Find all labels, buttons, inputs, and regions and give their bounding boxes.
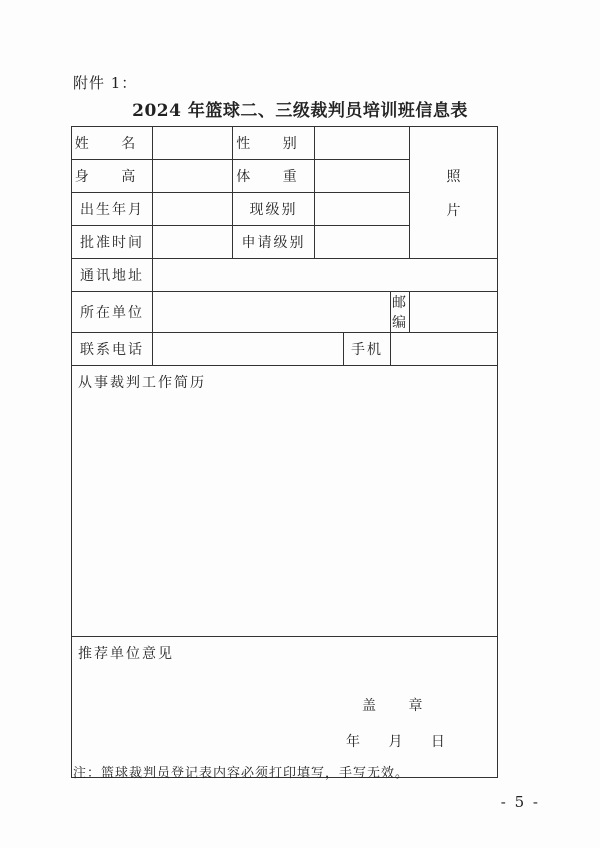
address-field[interactable] (153, 259, 498, 292)
mobile-field[interactable] (391, 333, 498, 366)
photo-label-1: 照 (446, 168, 461, 185)
height-label: 身 高 (72, 160, 153, 193)
registration-form (71, 126, 497, 756)
height-field[interactable] (153, 160, 233, 193)
phone-label: 联系电话 (72, 333, 153, 366)
form-title: 2024 年篮球二、三级裁判员培训班信息表 (132, 101, 468, 121)
approval-time-label: 批准时间 (72, 226, 153, 259)
career-label: 从事裁判工作简历 (78, 375, 206, 391)
name-label: 姓 名 (72, 127, 153, 160)
photo-box[interactable] (410, 127, 498, 259)
name-field[interactable] (153, 127, 233, 160)
date-year: 年 (346, 734, 360, 750)
weight-label: 体 重 (233, 160, 315, 193)
phone-field[interactable] (153, 333, 344, 366)
recommend-label: 推荐单位意见 (78, 646, 174, 662)
current-level-field[interactable] (315, 193, 410, 226)
photo-label-2: 片 (446, 202, 461, 219)
page-number: - 5 - (500, 793, 540, 811)
recommend-section[interactable] (72, 637, 498, 778)
approval-time-field[interactable] (153, 226, 233, 259)
apply-level-field[interactable] (315, 226, 410, 259)
gender-label: 性 别 (233, 127, 315, 160)
gender-field[interactable] (315, 127, 410, 160)
date-month: 月 (388, 734, 403, 750)
stamp-label: 盖 章 (362, 698, 437, 714)
birth-label: 出生年月 (72, 193, 153, 226)
weight-field[interactable] (315, 160, 410, 193)
attachment-label: 附件 1： (73, 74, 138, 92)
unit-label: 所在单位 (72, 292, 153, 333)
postcode-field[interactable] (410, 292, 498, 333)
address-label: 通讯地址 (72, 259, 153, 292)
footnote: 注：篮球裁判员登记表内容必须打印填写，手写无效。 (73, 766, 410, 781)
mobile-label: 手机 (344, 333, 391, 366)
date-line (346, 731, 469, 751)
info-table (71, 126, 498, 778)
current-level-label: 现级别 (233, 193, 315, 226)
unit-field[interactable] (153, 292, 391, 333)
career-section[interactable] (72, 366, 498, 637)
date-day: 日 (430, 734, 445, 750)
birth-field[interactable] (153, 193, 233, 226)
postcode-label: 邮 编 (391, 292, 410, 333)
apply-level-label: 申请级别 (233, 226, 315, 259)
